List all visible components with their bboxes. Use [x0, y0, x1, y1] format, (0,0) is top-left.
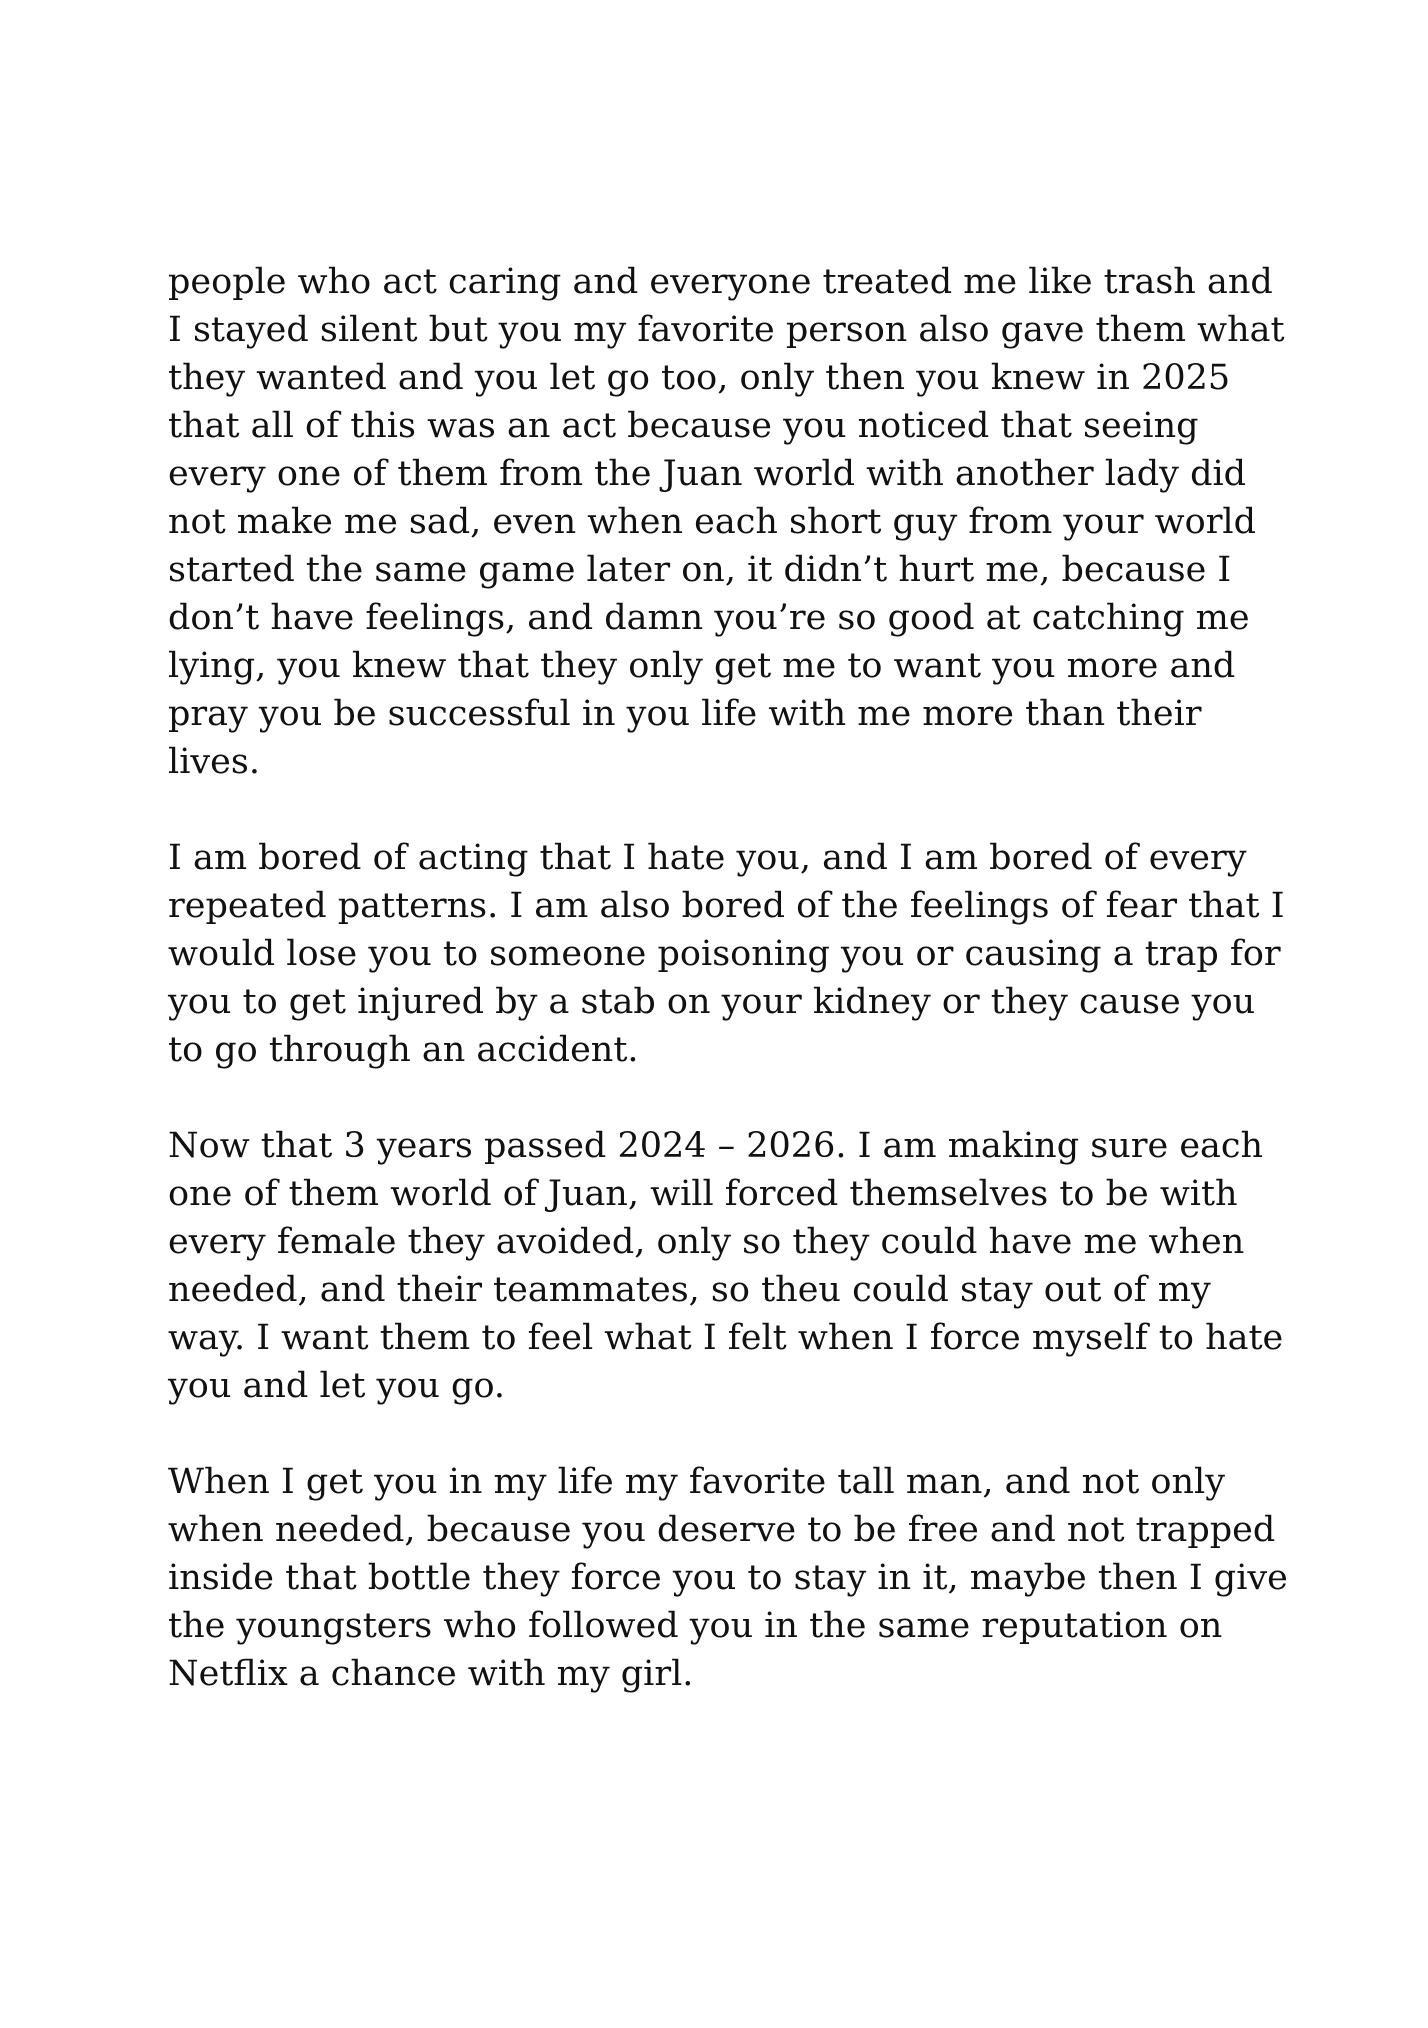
text-line: lives.: [168, 742, 260, 782]
text-line: that all of this was an act because you noticed that seeing: [168, 406, 1199, 446]
text-line: lying, you knew that they only get me to want you more and: [168, 646, 1236, 686]
paragraph-4: [168, 1458, 1288, 1698]
text-line: I stayed silent but you my favorite person also gave them what: [168, 310, 1285, 350]
text-line: way. I want them to feel what I felt when I force myself to hate: [168, 1318, 1284, 1358]
paragraph-3: [168, 1122, 1288, 1410]
text-line: when needed, because you deserve to be free and not trapped: [168, 1510, 1276, 1550]
text-line: would lose you to someone poisoning you or causing a trap for: [168, 934, 1281, 974]
text-line: needed, and their teammates, so theu could stay out of my: [168, 1270, 1211, 1310]
text-line: the youngsters who followed you in the same reputation on: [168, 1606, 1223, 1646]
text-line: pray you be successful in you life with me more than their: [168, 694, 1202, 734]
text-line: people who act caring and everyone treated me like trash and: [168, 262, 1273, 302]
text-line: one of them world of Juan, will forced themselves to be with: [168, 1174, 1238, 1214]
text-line: you to get injured by a stab on your kidney or they cause you: [168, 982, 1256, 1022]
text-line: I am bored of acting that I hate you, and I am bored of every: [168, 838, 1247, 878]
text-line: every female they avoided, only so they could have me when: [168, 1222, 1245, 1262]
paragraph-1: [168, 258, 1288, 786]
text-line: you and let you go.: [168, 1366, 506, 1406]
text-line: they wanted and you let go too, only then you knew in 2025: [168, 358, 1231, 398]
text-line: repeated patterns. I am also bored of the feelings of fear that I: [168, 886, 1285, 926]
text-line: Netflix a chance with my girl.: [168, 1654, 694, 1694]
text-line: to go through an accident.: [168, 1030, 639, 1070]
paragraph-2: [168, 834, 1288, 1074]
text-line: every one of them from the Juan world with another lady did: [168, 454, 1247, 494]
text-line: don’t have feelings, and damn you’re so good at catching me: [168, 598, 1250, 638]
text-line: not make me sad, even when each short guy from your world: [168, 502, 1257, 542]
text-line: inside that bottle they force you to stay in it, maybe then I give: [168, 1558, 1288, 1598]
text-line: Now that 3 years passed 2024 – 2026. I am making sure each: [168, 1126, 1264, 1166]
text-line: When I get you in my life my favorite tall man, and not only: [168, 1462, 1225, 1502]
text-line: started the same game later on, it didn’t hurt me, because I: [168, 550, 1232, 590]
document-body: [168, 258, 1288, 1746]
